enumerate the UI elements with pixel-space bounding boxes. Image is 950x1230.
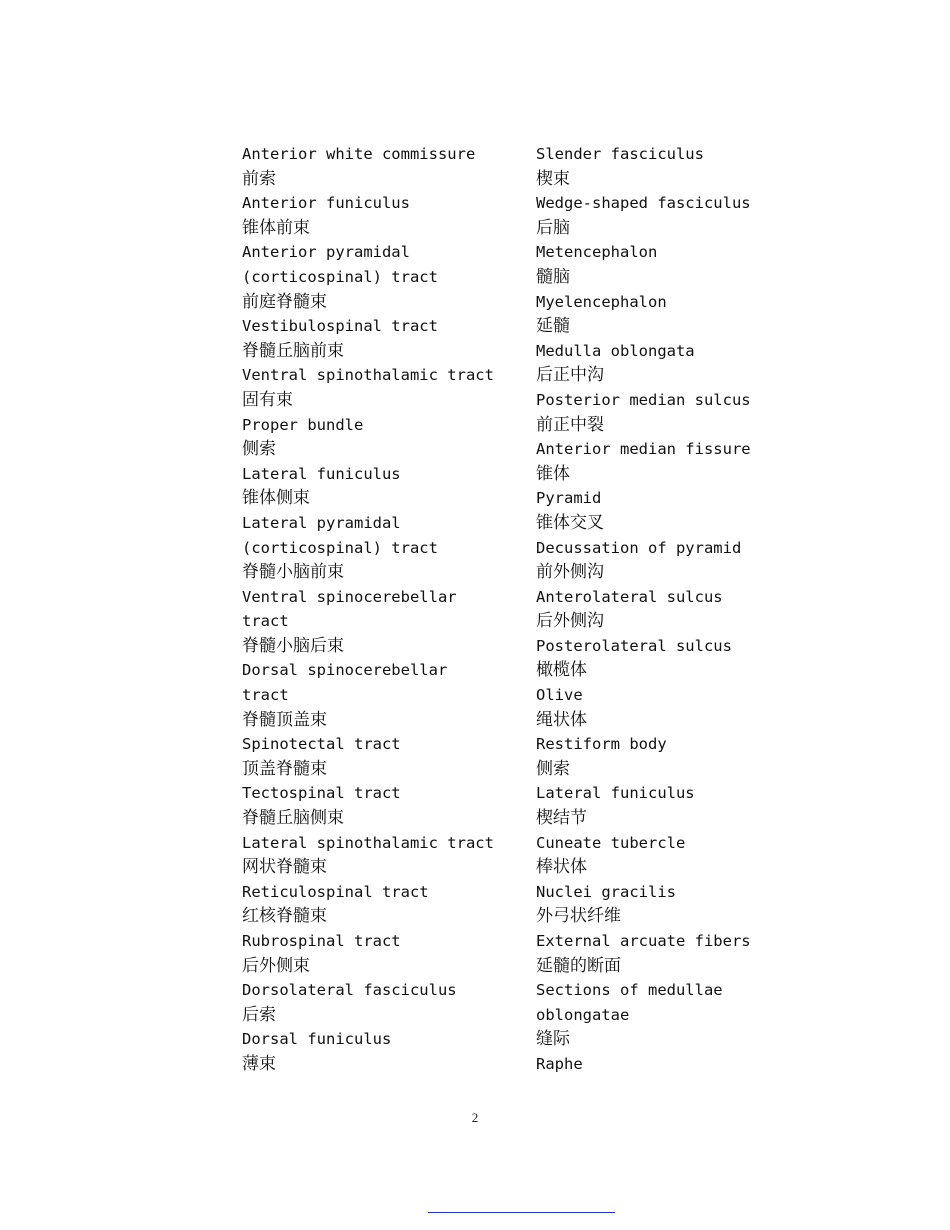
chinese-term: 锥体前束 <box>242 217 310 238</box>
chinese-term: 后外侧束 <box>242 955 310 976</box>
english-term: Dorsal spinocerebellar <box>242 661 448 680</box>
chinese-term: 延髓的断面 <box>536 955 621 976</box>
chinese-term: 锥体 <box>536 463 570 484</box>
english-term: tract <box>242 686 289 705</box>
english-term: Lateral spinothalamic tract <box>242 833 494 852</box>
english-term: Decussation of pyramid <box>536 538 742 557</box>
english-term: External arcuate fibers <box>536 932 751 950</box>
chinese-term: 延髓 <box>536 316 570 337</box>
english-term: Posterior median sulcus <box>536 390 751 409</box>
english-term: Dorsal funiculus <box>242 1030 392 1049</box>
english-term: Anterior median fissure <box>536 440 751 459</box>
english-term: Anterior white commissure <box>242 145 476 163</box>
chinese-term: 后外侧沟 <box>536 611 604 632</box>
english-term: Proper bundle <box>242 415 364 434</box>
english-term: Spinotectal tract <box>242 735 401 754</box>
chinese-term: 前庭脊髓束 <box>242 291 327 312</box>
chinese-term: 前索 <box>242 168 276 189</box>
english-term: Tectospinal tract <box>242 784 401 803</box>
english-term: Ventral spinothalamic tract <box>242 366 494 385</box>
chinese-term: 髓脑 <box>536 266 570 287</box>
chinese-term: 后索 <box>242 1004 276 1025</box>
chinese-term: 红核脊髓束 <box>242 906 327 927</box>
chinese-term: 脊髓丘脑侧束 <box>242 808 344 829</box>
english-term: Ventral spinocerebellar <box>242 587 457 606</box>
english-term: Wedge-shaped fasciculus <box>536 194 751 213</box>
english-term: (corticospinal) tract <box>242 267 438 286</box>
english-term: Lateral funiculus <box>242 464 401 483</box>
english-term: Nuclei gracilis <box>536 882 676 901</box>
chinese-term: 脊髓顶盖束 <box>242 709 327 730</box>
english-term: Restiform body <box>536 735 667 754</box>
english-term: Rubrospinal tract <box>242 932 401 950</box>
english-term: Vestibulospinal tract <box>242 317 438 336</box>
chinese-term: 脊髓小脑后束 <box>242 635 344 656</box>
english-term: Reticulospinal tract <box>242 882 429 901</box>
page-number: 2 <box>471 1110 479 1125</box>
english-term: Anterolateral sulcus <box>536 587 723 606</box>
english-term: Lateral funiculus <box>536 784 695 803</box>
chinese-term: 前外侧沟 <box>536 562 604 583</box>
english-term: (corticospinal) tract <box>242 538 438 557</box>
footer-link-underline[interactable] <box>428 1212 615 1213</box>
chinese-term: 前正中裂 <box>536 414 604 435</box>
chinese-term: 后正中沟 <box>536 365 604 386</box>
english-term: Slender fasciculus <box>536 145 704 163</box>
english-term: Anterior pyramidal <box>242 243 410 262</box>
chinese-term: 锥体交叉 <box>536 512 604 533</box>
chinese-term: 薄束 <box>242 1053 276 1074</box>
left-term-column <box>242 142 532 1077</box>
english-term: Dorsolateral fasciculus <box>242 981 457 1000</box>
chinese-term: 网状脊髓束 <box>242 857 327 878</box>
chinese-term: 楔结节 <box>536 808 587 829</box>
english-term: Olive <box>536 686 583 705</box>
english-term: Raphe <box>536 1054 583 1073</box>
chinese-term: 侧索 <box>242 439 276 460</box>
chinese-term: 侧索 <box>536 758 570 779</box>
english-term: Metencephalon <box>536 243 658 262</box>
chinese-term: 棒状体 <box>536 857 587 878</box>
chinese-term: 后脑 <box>536 217 570 238</box>
english-term: Anterior funiculus <box>242 194 410 213</box>
english-term: Lateral pyramidal <box>242 513 401 532</box>
chinese-term: 顶盖脊髓束 <box>242 758 327 779</box>
chinese-term: 缝际 <box>536 1029 570 1050</box>
english-term: Sections of medullae <box>536 981 723 1000</box>
chinese-term: 脊髓小脑前束 <box>242 562 344 583</box>
english-term: Cuneate tubercle <box>536 833 686 852</box>
english-term: oblongatae <box>536 1005 630 1024</box>
chinese-term: 外弓状纤维 <box>536 906 621 927</box>
english-term: Pyramid <box>536 489 602 508</box>
chinese-term: 脊髓丘脑前束 <box>242 340 344 361</box>
right-term-column <box>536 142 796 1077</box>
english-term: Posterolateral sulcus <box>536 636 732 655</box>
chinese-term: 楔束 <box>536 168 570 189</box>
chinese-term: 橄榄体 <box>536 660 587 681</box>
chinese-term: 锥体侧束 <box>242 488 310 509</box>
chinese-term: 绳状体 <box>536 709 587 730</box>
english-term: Myelencephalon <box>536 292 667 311</box>
english-term: tract <box>242 612 289 631</box>
chinese-term: 固有束 <box>242 389 293 410</box>
english-term: Medulla oblongata <box>536 341 695 360</box>
